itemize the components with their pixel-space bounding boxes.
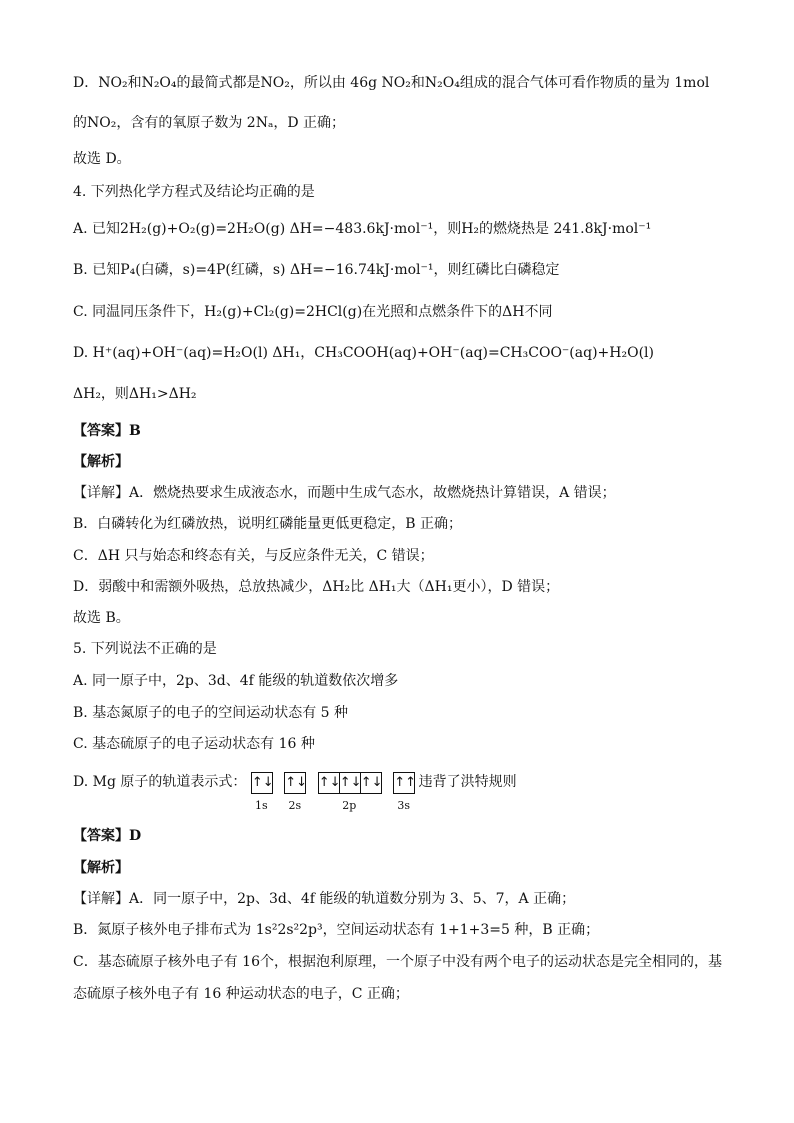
option-d-prefix: D. Mg 原子的轨道表示式： — [73, 774, 247, 790]
orbital-box: ↑↓ — [318, 772, 340, 794]
option-b: B. 已知P₄(白磷，s)=4P(红磷，s) ΔH=−16.74kJ·mol⁻¹，则红磷比白磷稳定 — [73, 262, 560, 278]
text-line: 故选 B。 — [73, 610, 130, 626]
orbital-label: 1s — [255, 799, 268, 812]
text-line: 故选 D。 — [73, 151, 131, 167]
orbital-2s — [284, 771, 308, 812]
orbital-1s — [251, 771, 274, 812]
text-line: 的NO₂，含有的氧原子数为 2Nₐ，D 正确； — [73, 115, 346, 131]
orbital-box: ↑↓ — [360, 772, 382, 794]
explanation-line: D．弱酸中和需额外吸热，总放热减少，ΔH₂比 ΔH₁大（ΔH₁更小），D 错误； — [73, 579, 560, 595]
explanation-line: B．氮原子核外电子排布式为 1s²2s²2p³，空间运动状态有 1+1+3=5 种，B 正确； — [73, 922, 600, 938]
question-5: 5. 下列说法不正确的是 — [73, 641, 217, 657]
option-c: C. 同温同压条件下，H₂(g)+Cl₂(g)=2HCl(g)在光照和点燃条件下的ΔH不同 — [73, 304, 553, 320]
orbital-box: ↑↑ — [393, 772, 415, 794]
analysis-label: 【解析】 — [73, 860, 129, 876]
option-d-suffix: 违背了洪特规则 — [418, 774, 517, 790]
option-d-orbital — [73, 771, 517, 812]
orbital-2p — [318, 771, 383, 812]
orbital-box: ↑↓ — [339, 772, 361, 794]
option-d-cont: ΔH₂，则ΔH₁>ΔH₂ — [73, 386, 197, 402]
question-4: 4. 下列热化学方程式及结论均正确的是 — [73, 184, 315, 200]
orbital-box: ↑↓ — [284, 772, 306, 794]
option-c: C. 基态硫原子的电子运动状态有 16 种 — [73, 736, 315, 752]
orbital-label: 3s — [397, 799, 411, 812]
orbital-box: ↑↓ — [251, 772, 273, 794]
analysis-label: 【解析】 — [73, 454, 129, 470]
answer-label: 【答案】B — [73, 423, 141, 439]
option-a: A. 同一原子中，2p、3d、4f 能级的轨道数依次增多 — [73, 673, 399, 689]
explanation-line: B．白磷转化为红磷放热，说明红磷能量更低更稳定，B 正确； — [73, 516, 463, 532]
option-a: A. 已知2H₂(g)+O₂(g)=2H₂O(g) ΔH=−483.6kJ·mol⁻¹，则H₂的燃烧热是 241.8kJ·mol⁻¹ — [73, 221, 652, 237]
explanation-line: 【详解】A．燃烧热要求生成液态水，而题中生成气态水，故燃烧热计算错误，A 错误； — [73, 485, 616, 501]
orbital-label: 2p — [342, 799, 357, 812]
orbital-3s — [393, 771, 416, 812]
explanation-line: C．基态硫原子核外电子有 16个，根据泡利原理，一个原子中没有两个电子的运动状态是完全相同的，基 — [73, 954, 722, 970]
answer-label: 【答案】D — [73, 828, 142, 844]
explanation-line: C．ΔH 只与始态和终态有关，与反应条件无关，C 错误； — [73, 548, 434, 564]
explanation-line: 态硫原子核外电子有 16 种运动状态的电子，C 正确； — [73, 986, 409, 1002]
orbital-label: 2s — [288, 799, 302, 812]
option-b: B. 基态氮原子的电子的空间运动状态有 5 种 — [73, 705, 348, 721]
text-line: D．NO₂和N₂O₄的最简式都是NO₂，所以由 46g NO₂和N₂O₄组成的混合气体可看作物质的量为 1mol — [73, 75, 710, 91]
explanation-line: 【详解】A．同一原子中，2p、3d、4f 能级的轨道数分别为 3、5、7，A 正确； — [73, 891, 576, 907]
option-d: D. H⁺(aq)+OH⁻(aq)=H₂O(l) ΔH₁，CH₃COOH(aq)+OH⁻(aq)=CH₃COO⁻(aq)+H₂O(l) — [73, 345, 654, 361]
